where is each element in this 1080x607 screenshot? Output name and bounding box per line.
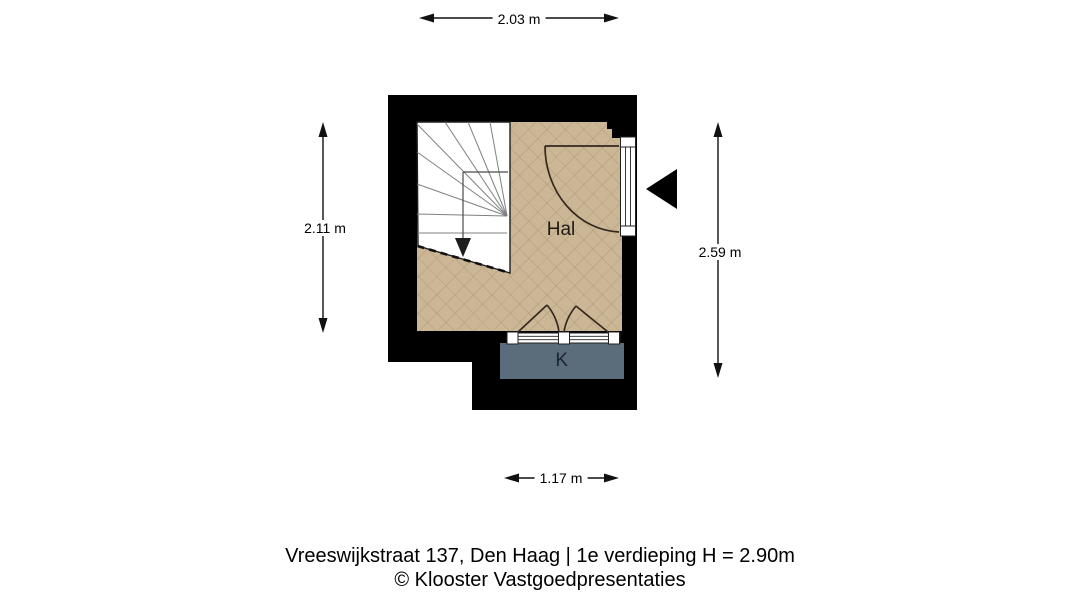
dimension-label-top: 2.03 m bbox=[493, 11, 546, 27]
dimension-label-right: 2.59 m bbox=[694, 244, 747, 260]
closet-doors bbox=[507, 305, 620, 344]
dimension-label-left: 2.11 m bbox=[299, 220, 351, 236]
room-label-hal: Hal bbox=[546, 219, 576, 240]
dimension-label-bottom: 1.17 m bbox=[535, 470, 588, 486]
closet-label: K bbox=[555, 350, 569, 371]
stairs bbox=[417, 122, 510, 273]
caption-copyright: © Klooster Vastgoedpresentaties bbox=[394, 568, 686, 591]
caption bbox=[0, 545, 1080, 592]
caption-address: Vreeswijkstraat 137, Den Haag | 1e verdieping H = 2.90m bbox=[285, 545, 795, 567]
entrance-arrow-icon bbox=[646, 169, 677, 209]
